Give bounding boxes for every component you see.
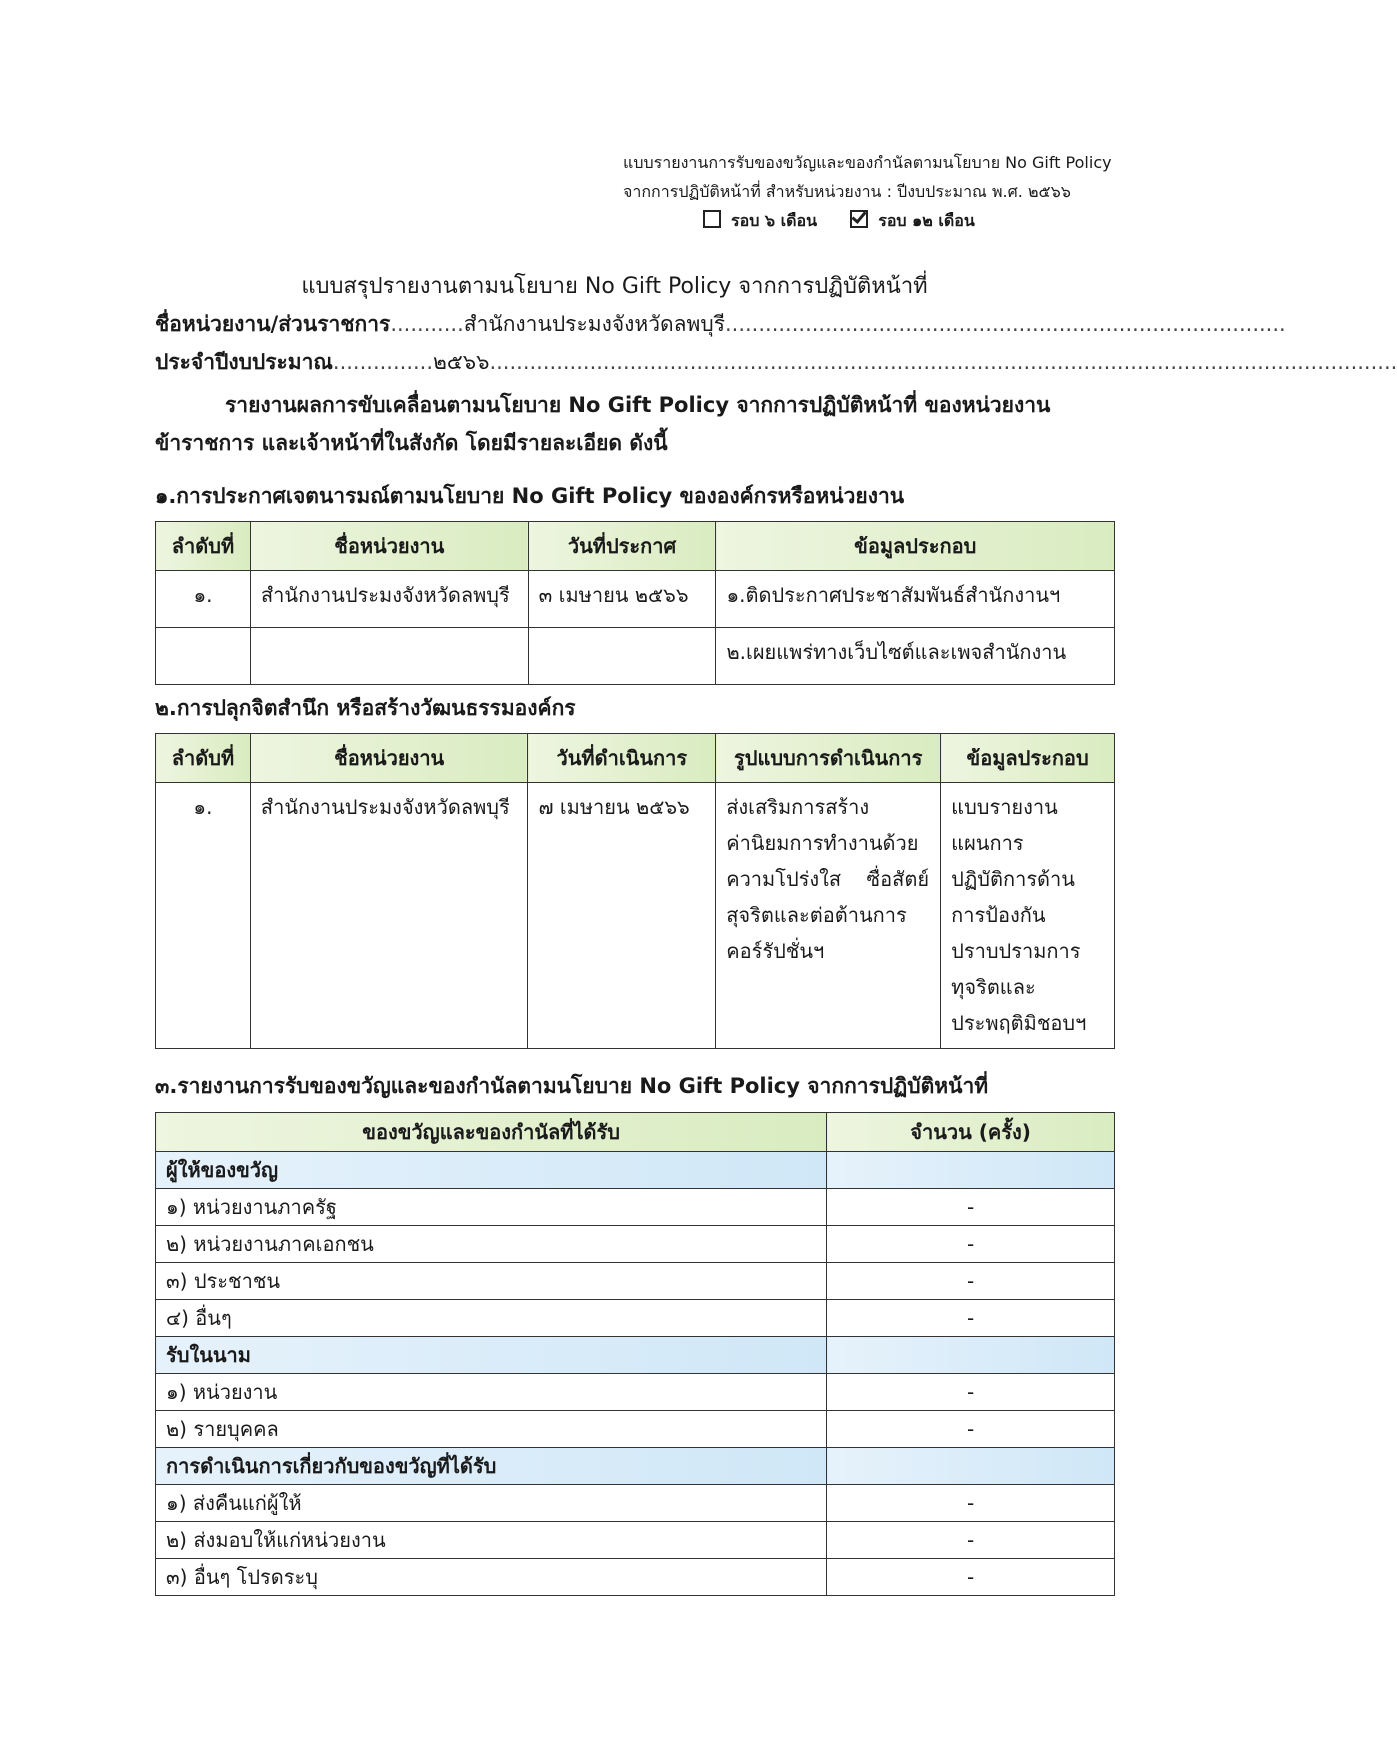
form-header-line2: จากการปฏิบัติหน้าที่ สำหรับหน่วยงาน : ปีงบประมาณ พ.ศ. ๒๕๖๖ (623, 182, 1071, 201)
table-row (156, 1411, 1115, 1448)
col-header: ข้อมูลประกอบ (941, 734, 1115, 783)
section2-title: ๒.การปลุกจิตสำนึก หรือสร้างวัฒนธรรมองค์กร (155, 696, 576, 720)
info-line: ประพฤติมิชอบฯ (951, 1011, 1087, 1035)
item-label: ๑) ส่งคืนแก่ผู้ให้ (156, 1485, 827, 1522)
cell-no: ๑. (156, 783, 251, 1049)
item-count: - (827, 1189, 1115, 1226)
page-title: แบบสรุปรายงานตามนโยบาย No Gift Policy จากการปฏิบัติหน้าที่ (301, 274, 928, 299)
group-name: รับในนาม (156, 1337, 827, 1374)
col-header: ลำดับที่ (156, 734, 251, 783)
table-row (156, 628, 1115, 685)
col-header: รูปแบบการดำเนินการ (716, 734, 941, 783)
fiscal-year-line (155, 346, 1397, 379)
info-line: ปฏิบัติการด้าน (951, 867, 1075, 891)
table-row (156, 1374, 1115, 1411)
method-line: ค่านิยมการทำงานด้วย (726, 831, 919, 855)
cell-no (156, 628, 251, 685)
table-row (156, 1559, 1115, 1596)
cell-agency (250, 628, 528, 685)
cell-date: ๗ เมษายน ๒๕๖๖ (528, 783, 716, 1049)
cell-no: ๑. (156, 571, 251, 628)
col-header: จำนวน (ครั้ง) (827, 1113, 1115, 1152)
table-row (156, 571, 1115, 628)
item-label: ๑) หน่วยงานภาครัฐ (156, 1189, 827, 1226)
col-header: ข้อมูลประกอบ (716, 522, 1115, 571)
fiscal-year-label: ประจำปีงบประมาณ (155, 350, 333, 374)
section2-table (155, 733, 1115, 1049)
item-label: ๒) รายบุคคล (156, 1411, 827, 1448)
agency-dots-after: .................................................................................... (724, 312, 1286, 336)
group-row (156, 1152, 1115, 1189)
section3-title: ๓.รายงานการรับของขวัญและของกำนัลตามนโยบาย No Gift Policy จากการปฏิบัติหน้าที่ (155, 1074, 989, 1098)
group-count (827, 1448, 1115, 1485)
col-header: วันที่ดำเนินการ (528, 734, 716, 783)
item-count: - (827, 1374, 1115, 1411)
cell-date: ๓ เมษายน ๒๕๖๖ (528, 571, 716, 628)
table-row (156, 1300, 1115, 1337)
fiscal-year-value: ๒๕๖๖ (433, 350, 490, 374)
info-line: การป้องกัน (951, 903, 1046, 927)
col-header: ลำดับที่ (156, 522, 251, 571)
col-header: ชื่อหน่วยงาน (250, 522, 528, 571)
item-count: - (827, 1485, 1115, 1522)
cell-date (528, 628, 716, 685)
form-header-line1: แบบรายงานการรับของขวัญและของกำนัลตามนโยบาย No Gift Policy (623, 153, 1112, 172)
item-label: ๔) อื่นๆ (156, 1300, 827, 1337)
cell-info: ๒.เผยแพร่ทางเว็บไซต์และเพจสำนักงาน (716, 628, 1115, 685)
col-header: วันที่ประกาศ (528, 522, 716, 571)
item-count: - (827, 1522, 1115, 1559)
checkbox-6-months[interactable] (703, 210, 721, 228)
item-label: ๓) อื่นๆ โปรดระบุ (156, 1559, 827, 1596)
table-row (156, 1263, 1115, 1300)
cell-agency: สำนักงานประมงจังหวัดลพบุรี (250, 571, 528, 628)
table-header-row (156, 1113, 1115, 1152)
intro-line2: ข้าราชการ และเจ้าหน้าที่ในสังกัด โดยมีรายละเอียด ดังนี้ (155, 431, 668, 455)
group-name: ผู้ให้ของขวัญ (156, 1152, 827, 1189)
cell-method (716, 783, 941, 1049)
item-label: ๒) ส่งมอบให้แก่หน่วยงาน (156, 1522, 827, 1559)
item-count: - (827, 1226, 1115, 1263)
group-name: การดำเนินการเกี่ยวกับของขวัญที่ได้รับ (156, 1448, 827, 1485)
agency-label: ชื่อหน่วยงาน/ส่วนราชการ (155, 312, 391, 336)
method-line: ส่งเสริมการสร้าง (726, 795, 870, 819)
intro-line1: รายงานผลการขับเคลื่อนตามนโยบาย No Gift Policy จากการปฏิบัติหน้าที่ ของหน่วยงาน (225, 393, 1051, 417)
cell-info: ๑.ติดประกาศประชาสัมพันธ์สำนักงานฯ (716, 571, 1115, 628)
method-line: คอร์รัปชั่นฯ (726, 939, 825, 963)
cell-agency: สำนักงานประมงจังหวัดลพบุรี (250, 783, 528, 1049)
form-header (623, 148, 1143, 235)
method-line: สุจริตและต่อต้านการ (726, 903, 907, 927)
item-count: - (827, 1559, 1115, 1596)
agency-line (155, 308, 1286, 341)
item-count: - (827, 1300, 1115, 1337)
item-label: ๑) หน่วยงาน (156, 1374, 827, 1411)
section1-title: ๑.การประกาศเจตนารมณ์ตามนโยบาย No Gift Policy ขององค์กรหรือหน่วยงาน (155, 484, 905, 508)
table-row (156, 783, 1115, 1049)
table-row (156, 1226, 1115, 1263)
info-line: แผนการ (951, 831, 1024, 855)
table-row (156, 1522, 1115, 1559)
table-header-row (156, 522, 1115, 571)
period-options (623, 206, 1143, 235)
item-label: ๓) ประชาชน (156, 1263, 827, 1300)
method-line: ความโปร่งใส ซื่อสัตย์ (726, 867, 930, 891)
col-header: ของขวัญและของกำนัลที่ได้รับ (156, 1113, 827, 1152)
section3-table (155, 1112, 1115, 1596)
group-count (827, 1337, 1115, 1374)
group-row (156, 1448, 1115, 1485)
item-count: - (827, 1411, 1115, 1448)
col-header: ชื่อหน่วยงาน (250, 734, 528, 783)
intro-paragraph (155, 386, 1110, 462)
fiscal-dots-before: ............... (332, 350, 434, 374)
group-count (827, 1152, 1115, 1189)
item-label: ๒) หน่วยงานภาคเอกชน (156, 1226, 827, 1263)
group-row (156, 1337, 1115, 1374)
info-line: ทุจริตและ (951, 975, 1036, 999)
option-12-months-label: รอบ ๑๒ เดือน (878, 211, 975, 230)
agency-dots-before: ........... (390, 312, 464, 336)
item-count: - (827, 1263, 1115, 1300)
table-header-row (156, 734, 1115, 783)
cell-info (941, 783, 1115, 1049)
table-row (156, 1485, 1115, 1522)
info-line: ปราบปรามการ (951, 939, 1081, 963)
checkbox-12-months[interactable] (850, 210, 868, 228)
info-line: แบบรายงาน (951, 795, 1058, 819)
option-6-months-label: รอบ ๖ เดือน (731, 211, 818, 230)
agency-value: สำนักงานประมงจังหวัดลพบุรี (463, 312, 725, 336)
fiscal-dots-after: ........................................................................................................................................ (489, 350, 1397, 374)
section1-table (155, 521, 1115, 685)
table-row (156, 1189, 1115, 1226)
